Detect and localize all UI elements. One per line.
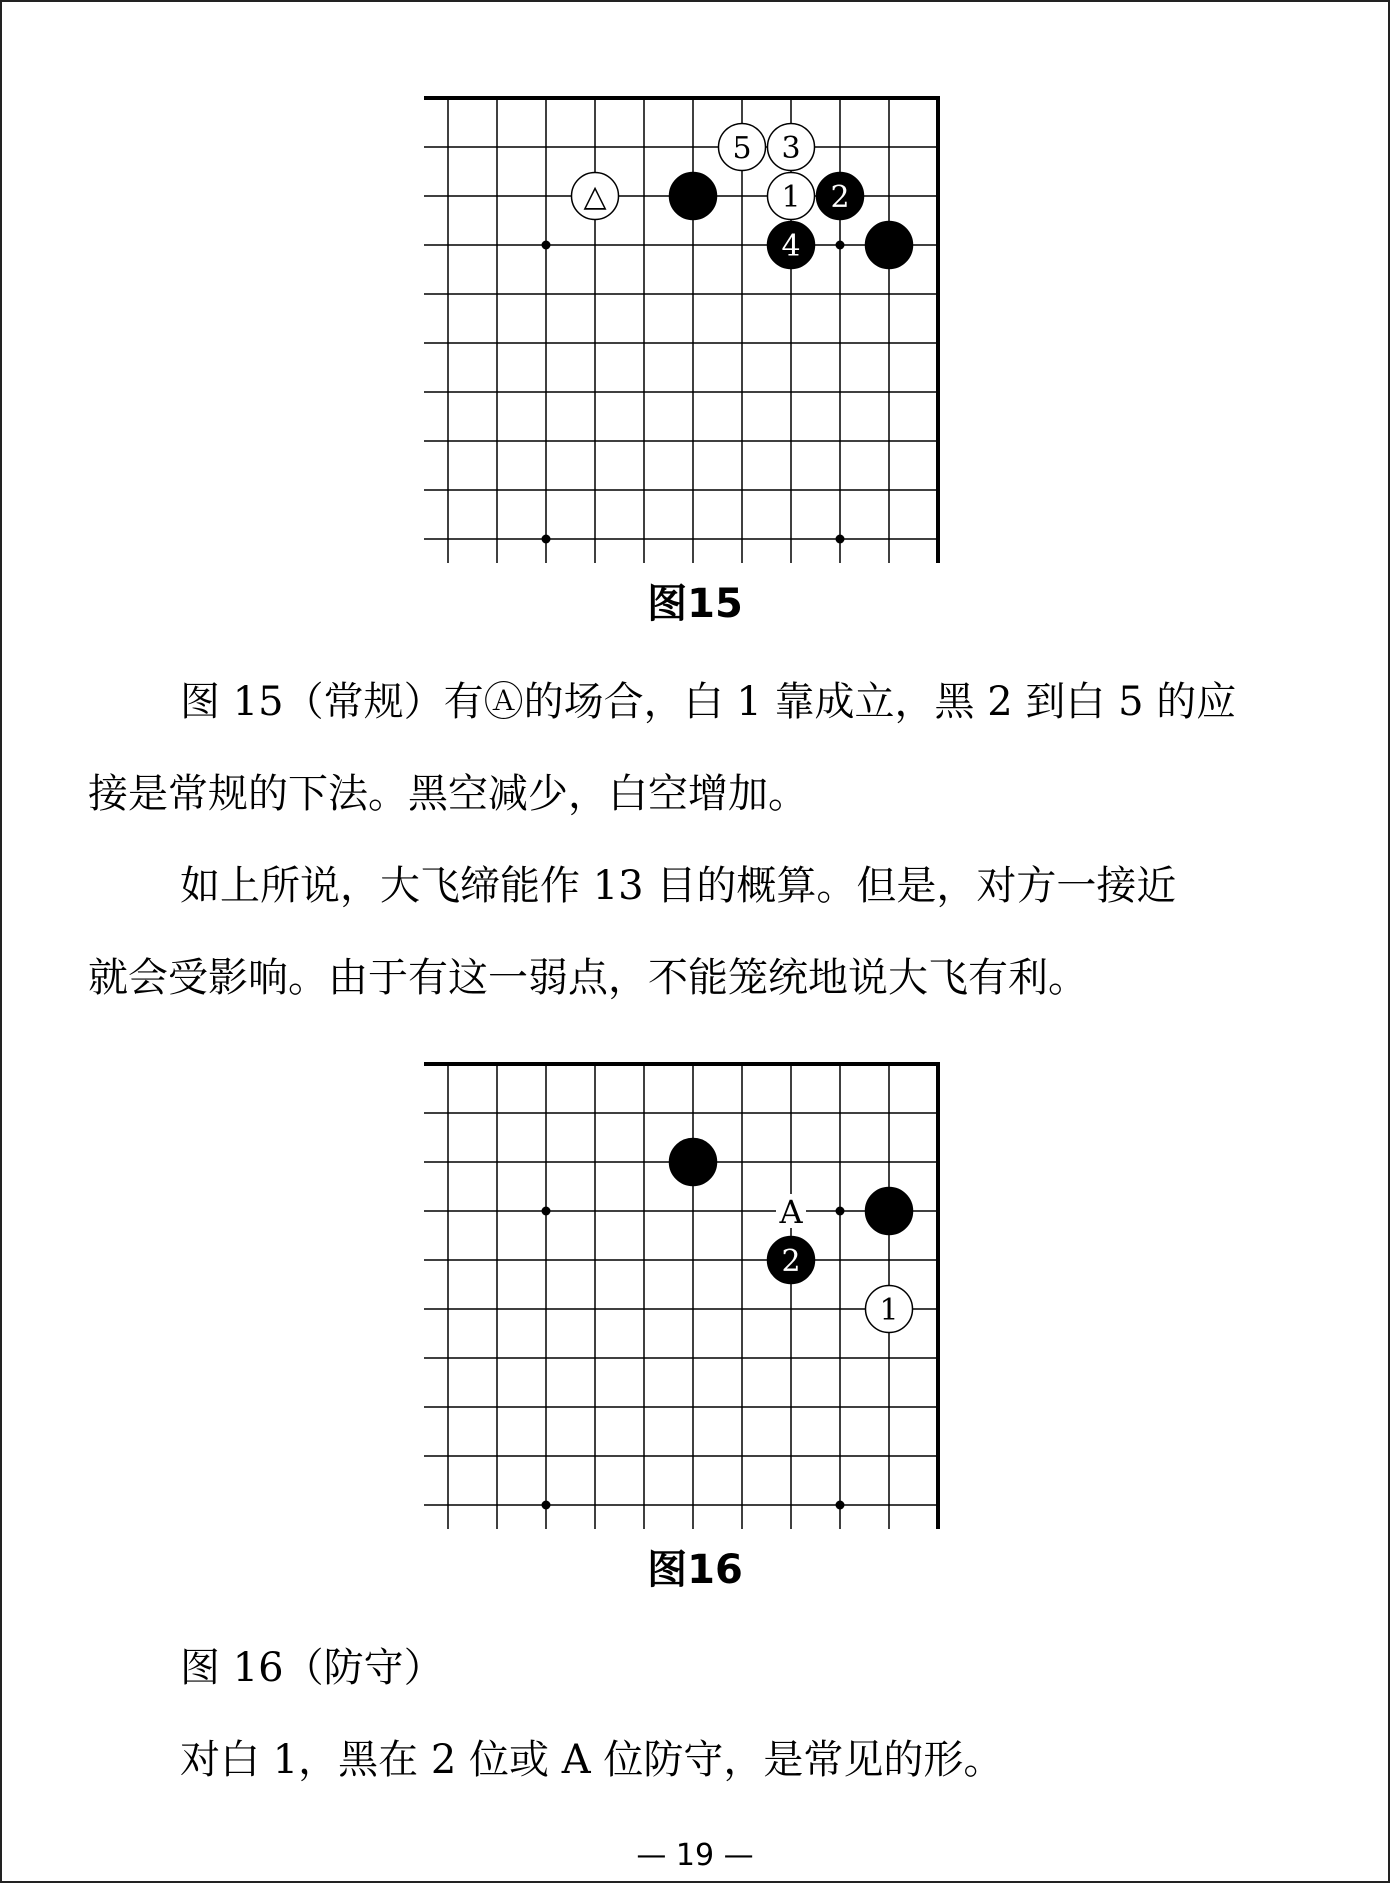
point-mark-label: A [779,1193,803,1231]
black-stone [866,1188,913,1235]
triangle-marker-icon: △ [583,179,607,214]
black-stone [670,1139,717,1186]
stone-move-number: 2 [830,180,850,215]
stone-move-number: 2 [781,1244,801,1279]
paragraph-2-line-1: 如上所说，大飞缔能作 13 目的概算。但是，对方一接近 [180,863,1177,909]
stone-move-number: 1 [879,1293,899,1328]
go-board-svg [420,1058,944,1530]
star-point [836,1207,845,1216]
figure-caption-16: 图16 [647,1547,743,1593]
page-number: — 19 — [636,1838,754,1873]
star-point [836,241,845,250]
star-point [836,535,845,544]
paragraph-1-line-1: 图 15（常规）有Ⓐ的场合，白 1 靠成立，黑 2 到白 5 的应 [180,679,1237,725]
paragraph-1-line-2: 接是常规的下法。黑空减少，白空增加。 [88,771,808,817]
paragraph-3-line-1: 图 16（防守） [180,1645,444,1691]
go-board-figure-16 [420,1058,944,1530]
stone-move-number: 1 [781,180,801,215]
star-point [542,1207,551,1216]
black-stone [670,173,717,220]
figure-caption-15: 图15 [647,581,743,627]
stone-move-number: 3 [781,131,801,166]
go-board-svg [420,92,944,564]
stone-move-number: 5 [732,131,752,166]
paragraph-3-line-2: 对白 1，黑在 2 位或 A 位防守，是常见的形。 [180,1737,1004,1783]
star-point [542,1501,551,1510]
stone-move-number: 4 [781,229,801,264]
star-point [542,241,551,250]
go-board-figure-15 [420,92,944,564]
black-stone [866,222,913,269]
paragraph-2-line-2: 就会受影响。由于有这一弱点，不能笼统地说大飞有利。 [88,955,1088,1001]
star-point [542,535,551,544]
star-point [836,1501,845,1510]
